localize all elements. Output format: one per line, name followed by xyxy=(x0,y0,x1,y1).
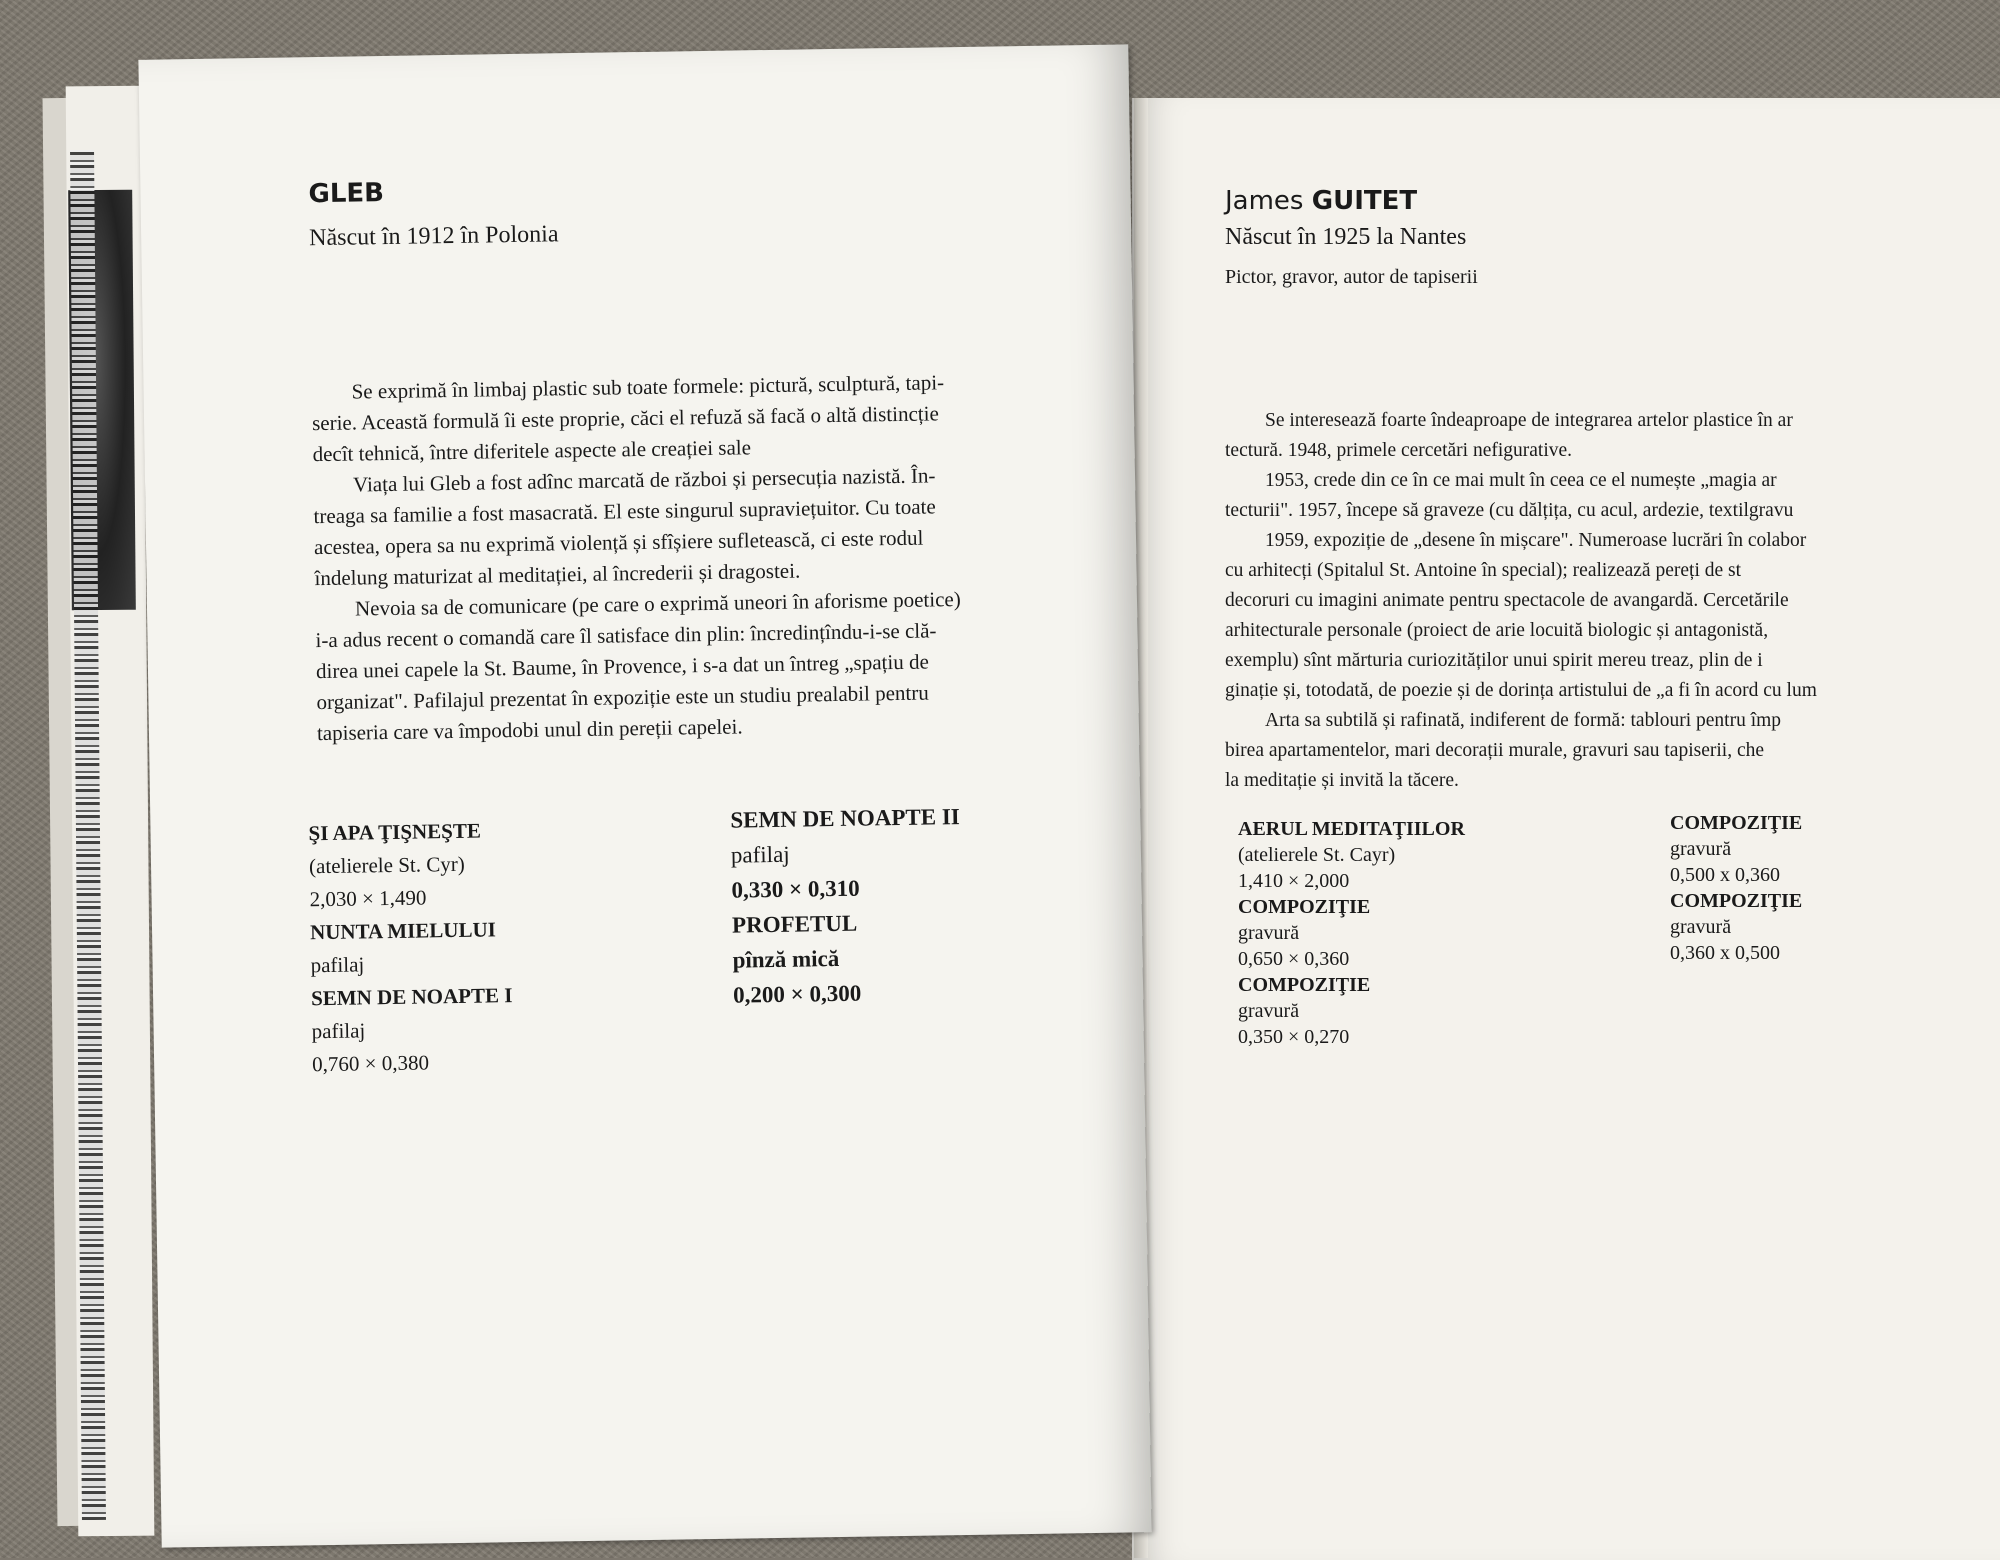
text-line: arhitecturale personale (proiect de arie locuită biologic și antagonistă, xyxy=(1225,620,1769,641)
text-line: tecturii". 1957, începe să graveze (cu dălțița, cu acul, ardezie, textilgravu xyxy=(1225,500,1794,521)
work-detail: pafilaj xyxy=(311,1018,366,1044)
author-first-name: James xyxy=(1225,186,1304,216)
work-dimensions: 0,200 × 0,300 xyxy=(732,980,862,1008)
text-line: organizat". Pafilajul prezentat în expoziție este un studiu prealabil pentru xyxy=(316,680,929,715)
paragraph xyxy=(311,367,958,470)
text-line: acestea, opera sa nu exprimă violență și sfîșiere sufletească, ci este rodul xyxy=(313,525,924,560)
text-line: decît tehnică, între diferitele aspecte ale creației sale xyxy=(312,435,752,467)
work-detail: pînză mică xyxy=(732,945,840,973)
text-line: tectură. 1948, primele cercetări nefigurative. xyxy=(1225,440,1573,461)
author-heading: GLEB xyxy=(308,178,385,210)
work-title: SEMN DE NOAPTE I xyxy=(310,983,513,1011)
text-line: direa unei capele la St. Baume, în Provence, i s-a dat un întreg „spațiu de xyxy=(315,649,930,684)
work-title: NUNTA MIELULUI xyxy=(309,917,496,945)
text-line: Arta sa subtilă și rafinată, indiferent de formă: tablouri pentru împ xyxy=(1265,710,1782,731)
text-line: 1953, crede din ce în ce mai mult în ceea ce el numește „magia ar xyxy=(1265,470,1777,491)
work-dimensions: 0,650 × 0,360 xyxy=(1238,948,1350,970)
work-title: AERUL MEDITAŢIILOR xyxy=(1238,818,1465,840)
left-page xyxy=(138,44,1151,1547)
work-detail: gravură xyxy=(1670,838,1732,860)
text-line: 1959, expoziție de „desene în mișcare". Numeroase lucrări în colabor xyxy=(1265,530,1807,551)
work-title: SEMN DE NOAPTE II xyxy=(730,804,960,833)
author-heading xyxy=(1225,186,1417,216)
text-line: Viața lui Gleb a fost adînc marcată de război și persecuția nazistă. În- xyxy=(352,463,936,497)
work-detail: gravură xyxy=(1238,922,1300,944)
work-title: COMPOZIŢIE xyxy=(1238,974,1371,996)
work-detail: gravură xyxy=(1670,916,1732,938)
text-line: ginație și, totodată, de poezie și de dorința artistului de „a fi în acord cu lum xyxy=(1225,680,1817,701)
text-line: birea apartamentelor, mari decorații murale, gravuri sau tapiserii, che xyxy=(1225,740,1765,761)
work-dimensions: 1,410 × 2,000 xyxy=(1238,870,1350,892)
text-line: Nevoia sa de comunicare (pe care o exprimă uneori în aforisme poetice) xyxy=(354,587,961,621)
work-dimensions: 0,330 × 0,310 xyxy=(731,875,860,903)
paragraph xyxy=(1225,706,1817,796)
biography xyxy=(1225,406,1817,796)
text-line: cu arhitecți (Spitalul St. Antoine în special); realizează pereți de st xyxy=(1225,560,1742,581)
work-title: PROFETUL xyxy=(731,910,858,938)
work-dimensions: 2,030 × 1,490 xyxy=(309,885,427,912)
work-detail: (atelierele St. Cyr) xyxy=(308,851,465,879)
paragraph xyxy=(1225,406,1817,466)
work-detail: gravură xyxy=(1238,1000,1300,1022)
text-line: exemplu) sînt mărturia curiozităților unui spirit mereu treaz, plin de i xyxy=(1225,650,1763,671)
paragraph xyxy=(313,460,961,594)
right-page xyxy=(1132,98,2000,1560)
biography xyxy=(311,367,963,749)
work-detail: pafilaj xyxy=(310,952,365,978)
works-list-column-1 xyxy=(308,814,513,1081)
birth-line: Născut în 1925 la Nantes xyxy=(1225,224,1467,250)
text-line: îndelung maturizat al meditației, al încrederii și dragostei. xyxy=(314,558,801,591)
work-detail: pafilaj xyxy=(730,841,790,868)
author-last-name: GUITET xyxy=(1311,186,1418,216)
work-detail: (atelierele St. Cayr) xyxy=(1238,844,1396,866)
works-list-column-2 xyxy=(1670,810,1802,966)
text-line: decoruri cu imagini animate pentru spectacole de avangardă. Cercetările xyxy=(1225,590,1789,611)
paragraph xyxy=(1225,526,1817,706)
work-title: COMPOZIŢIE xyxy=(1238,896,1371,918)
text-line: Se exprimă în limbaj plastic sub toate formele: pictură, sculptură, tapi- xyxy=(351,370,945,404)
work-dimensions: 0,760 × 0,380 xyxy=(311,1050,430,1077)
work-dimensions: 0,350 × 0,270 xyxy=(1238,1026,1350,1048)
birth-line: Născut în 1912 în Polonia xyxy=(308,221,559,252)
work-title: COMPOZIŢIE xyxy=(1670,812,1803,834)
work-dimensions: 0,360 x 0,500 xyxy=(1670,942,1780,964)
paragraph xyxy=(315,584,963,749)
works-list-column-1 xyxy=(1238,816,1465,1050)
text-line: Se interesează foarte îndeaproape de integrarea artelor plastice în ar xyxy=(1265,410,1793,431)
occupation-line: Pictor, gravor, autor de tapiserii xyxy=(1225,266,1478,288)
work-title: COMPOZIŢIE xyxy=(1670,890,1803,912)
text-line: i-a adus recent o comandă care îl satisface din plin: încredințîndu-i-se clă- xyxy=(315,618,937,653)
text-line: serie. Această formulă îi este proprie, căci el refuză să facă o altă distincție xyxy=(311,401,939,436)
text-line: tapiseria care va împodobi unul din pereții capelei. xyxy=(316,714,743,746)
text-line: treaga sa familie a fost masacrată. El este singurul supraviețuitor. Cu toate xyxy=(313,494,936,529)
text-line: la meditație și invită la tăcere. xyxy=(1225,770,1459,791)
work-title: ŞI APA ŢIŞNEŞTE xyxy=(308,818,482,846)
work-dimensions: 0,500 x 0,360 xyxy=(1670,864,1780,886)
paragraph xyxy=(1225,466,1817,526)
works-list-column-2 xyxy=(730,799,963,1013)
